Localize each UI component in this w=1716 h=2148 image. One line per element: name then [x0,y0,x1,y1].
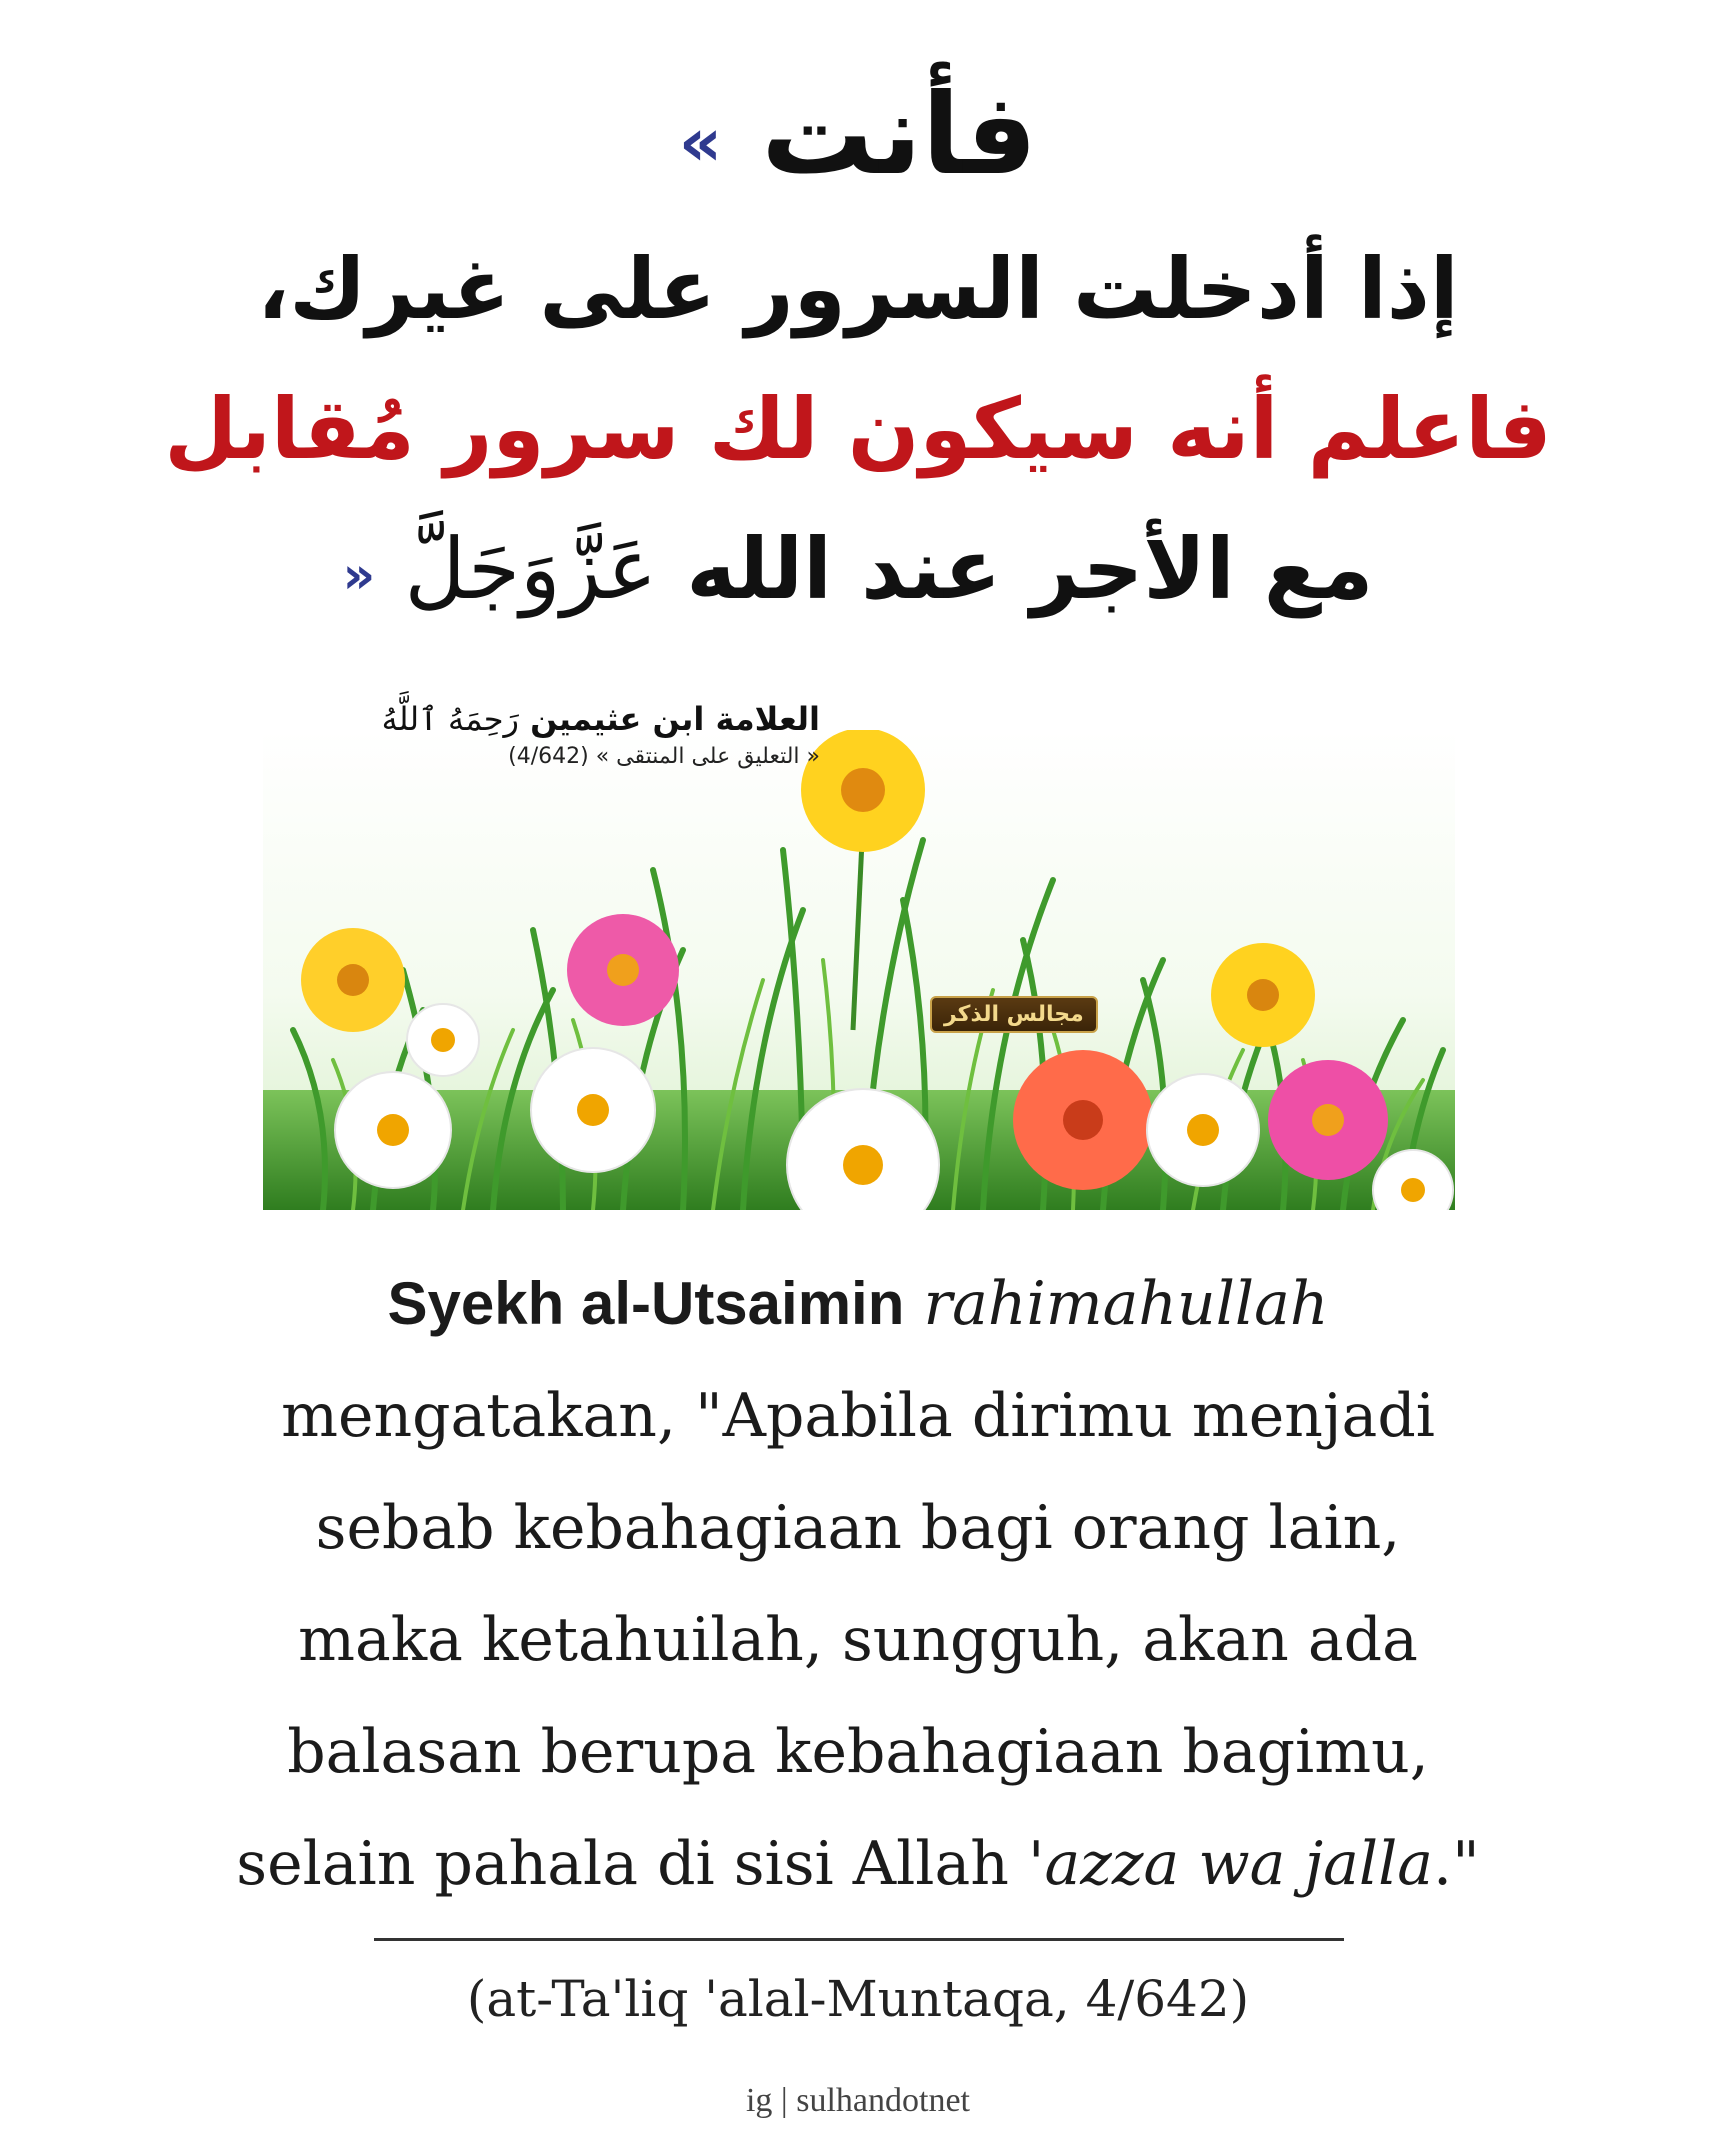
scholar-honorific: رَحِمَهُ ٱللَّهُ [381,700,519,738]
arabic-heading-line1 [0,70,1716,200]
translation-line3: sebab kebahagiaan bagi orang lain, [315,1493,1401,1563]
translation-line1 [0,1248,1716,1360]
translation-line5: balasan berupa kebahagiaan bagimu, [287,1717,1429,1787]
arabic-open-quote: » [678,103,723,182]
arabic-honorific: عَزَّوَجَلَّ [404,520,658,618]
arabic-line2: إذا أدخلت السرور على غيرك، [257,240,1459,338]
flower-white-left [335,1072,451,1188]
flower-orange-right [1013,1050,1153,1190]
allah-honorific: 'azza wa jalla [1027,1829,1434,1899]
arabic-line4-text: مع الأجر عند الله [686,520,1374,618]
translation-line6: selain pahala di sisi Allah 'azza wa jalla." [236,1829,1480,1899]
source-reference: (at-Ta'liq 'alal-Muntaqa, 4/642) [466,1970,1250,2028]
meadow-illustration [263,730,1455,1210]
flower-white-right [1147,1074,1259,1186]
flower-yellow-left [301,928,405,1032]
flower-white-small [407,1004,479,1076]
channel-badge: مجالس الذكر [930,996,1098,1033]
flower-pink-right [1268,1060,1388,1180]
scholar-name: العلامة ابن عثيمين رَحِمَهُ ٱللَّهُ [381,700,820,738]
indonesian-translation [0,1248,1716,1920]
flower-yellow-right [1211,943,1315,1047]
speaker-name: Syekh al-Utsaimin [387,1270,905,1337]
flower-pink-left [567,914,679,1026]
flower-white-mid [531,1048,655,1172]
divider-line [374,1938,1344,1941]
arabic-source: « التعليق على المنتقى » (4/642) [508,744,820,769]
arabic-close-quote: « [342,545,376,605]
arabic-line4 [0,520,1716,618]
arabic-citation [380,700,820,769]
speaker-honorific: rahimahullah [923,1269,1329,1339]
translation-line2: mengatakan, "Apabila dirimu menjadi [281,1381,1435,1451]
flower-meadow-image [263,730,1455,1210]
instagram-handle: ig | sulhandotnet [745,2082,970,2119]
arabic-line3: فاعلم أنه سيكون لك سرور مُقابل [164,380,1552,478]
translation-line4: maka ketahuilah, sungguh, akan ada [298,1605,1418,1675]
arabic-line1-text: فأنت [761,70,1038,200]
